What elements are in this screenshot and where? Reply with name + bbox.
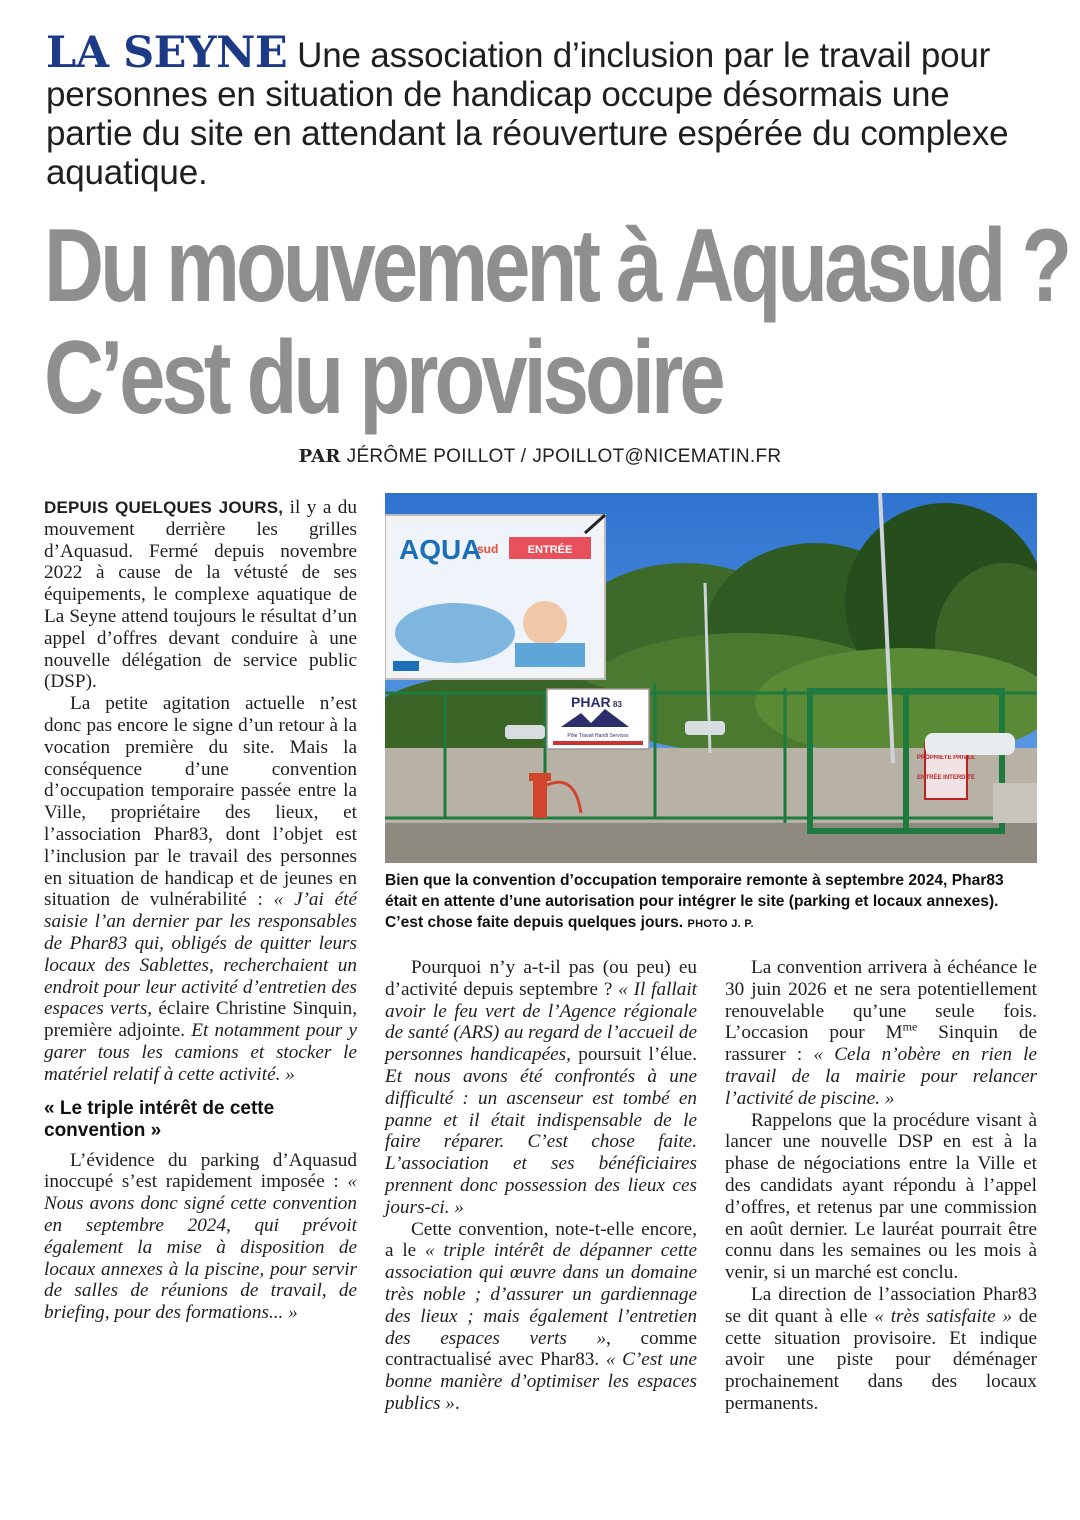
paragraph xyxy=(44,497,357,693)
byline-author: JÉRÔME POILLOT / xyxy=(346,446,527,467)
phar83-sign xyxy=(547,689,649,749)
aquasud-billboard xyxy=(385,515,605,679)
caption-text: Bien que la convention d’occupation temporaire remonte à septembre 2024, Phar83 était en attente d’une autorisation pour intégrer le site (parking et locaux annexes). C’est chose faite depuis quelques jours. xyxy=(385,872,1004,931)
photo-illustration xyxy=(385,493,1037,863)
article-photo xyxy=(385,493,1037,863)
paragraph-text: il y a du mouvement derrière les grilles d’Aquasud. Fermé depuis novembre 2022 à cause de la vétusté de ses équipements, le complexe aquatique de La Seyne attend toujours le résultat d’un appel d’offres devant conduire à une nouvelle délégation de service public (DSP). xyxy=(44,497,357,693)
billboard-logo-suffix: sud xyxy=(477,542,499,556)
article-kicker xyxy=(46,28,1036,192)
parked-car xyxy=(925,733,1015,755)
photo-credit: PHOTO J. P. xyxy=(687,918,754,930)
quote: « Il fallait avoir le feu vert de l’Agence régionale de santé (ARS) au regard de l’accueil de personnes handicapées, xyxy=(385,978,697,1066)
paragraph: Rappelons que la procédure visant à lancer une nouvelle DSP en est à la phase de négociations entre la Ville et des candidats ayant répondu à l’appel d’offres, et retenus par une commission en août dernier. Le lauréat pourrait être connu dans les semaines ou les mois à venir, si un marché est conclu. xyxy=(725,1109,1037,1284)
paragraph xyxy=(385,1219,697,1415)
paragraph-text: Sinquin de rassurer : xyxy=(725,1022,1037,1066)
quote: « J’ai été saisie l’an dernier par les responsables de Phar83 qui, obligés de quitter leurs locaux des Sablettes, recherchaient un endroit pour leur activité d’entretien des espaces verts, xyxy=(44,889,357,1020)
paragraph xyxy=(44,1150,357,1324)
phar-tagline: Pôle Travail Handi Services xyxy=(567,733,629,739)
article-column-3 xyxy=(725,957,1037,1415)
paragraph xyxy=(725,957,1037,1110)
quote: « Cela n’obère en rien le travail de la mairie pour relancer l’activité de piscine. » xyxy=(725,1044,1038,1109)
paragraph-text: éclaire Christine Sinquin, première adjointe. xyxy=(44,998,357,1042)
paragraph-text: L’évidence du parking d’Aquasud inoccupé s’est rapidement imposée : xyxy=(44,1149,357,1193)
phar-logo-suffix: 83 xyxy=(613,700,622,709)
paragraph-text: , comme contractualisé avec Phar83. xyxy=(385,1327,697,1371)
superscript: me xyxy=(902,1020,918,1034)
parked-car xyxy=(505,725,545,739)
parked-car xyxy=(685,721,725,735)
quote: « Nous avons donc signé cette convention en septembre 2024, qui prévoit également la mise à disposition de locaux annexes à la piscine, pour servir de salles de réunions de travail, de briefing, pour des formations... » xyxy=(44,1171,357,1324)
kicker-text: Une association d’inclusion par le travail pour personnes en situation de handicap occupe désormais une partie du site en attendant la réouverture espérée du complexe aquatique. xyxy=(46,36,1009,192)
lead-in: DEPUIS QUELQUES JOURS, xyxy=(44,498,284,517)
quote: Et notamment pour y garer tous les camions et stocker le matériel relatif à cette activité. » xyxy=(44,1020,357,1085)
paragraph-text: . xyxy=(454,1392,460,1414)
concrete-block xyxy=(993,783,1037,823)
paragraph xyxy=(385,957,697,1219)
paragraph-text: La petite agitation actuelle n’est donc pas encore le signe d’un retour à la vocation première du site. Mais la conséquence d’une convention d’occupation temporaire passée entre la Ville, propriétaire des lieux, et l’association Phar83, dont l’objet est l’inclusion par le travail des personnes en situation de handicap et de jeunes en situation de vulnérabilité : xyxy=(44,693,357,911)
subheading: « Le triple intérêt de cette convention » xyxy=(44,1097,275,1141)
billboard-logo: AQUA xyxy=(399,534,482,565)
quote: Et nous avons été confrontés à une difficulté : un ascenseur est tombé en panne et il était indispensable de le faire réparer. C’est chose faite. L’association et ses bénéficiaires prennent donc possession des lieux ces jours-ci. » xyxy=(385,1065,697,1218)
gate-sign-line-1: PROPRIÉTÉ PRIVÉE xyxy=(916,755,976,761)
paragraph-text: Pourquoi n’y a-t-il pas (ou peu) eu d’activité depuis septembre ? xyxy=(385,957,697,1000)
quote: « très satisfaite » xyxy=(874,1305,1013,1327)
article-headline xyxy=(44,208,1069,436)
location-label: LA SEYNE xyxy=(46,28,288,78)
phar-logo: PHAR xyxy=(571,694,611,710)
paragraph-text: La convention arrivera à échéance le 30 juin 2026 et ne sera potentiellement renouvelable qu’une seule fois. L’occasion pour M xyxy=(725,957,1037,1044)
article-column-1 xyxy=(44,497,357,1324)
paragraph-text: La direction de l’association Phar83 se dit quant à elle xyxy=(725,1283,1037,1327)
paragraph xyxy=(44,693,357,1085)
paragraph-text: poursuit l’élue. xyxy=(570,1044,697,1066)
headline-line-2: C’est du provisoire xyxy=(44,320,722,436)
byline xyxy=(0,446,1080,468)
article-column-2 xyxy=(385,957,697,1415)
byline-prefix: PAR xyxy=(298,446,341,467)
billboard-entry-sign: ENTRÉE xyxy=(527,544,573,556)
byline-email: JPOILLOT@NICEMATIN.FR xyxy=(532,446,782,467)
quote: « triple intérêt de dépanner cette association qui œuvre dans un domaine très noble ; d’assurer un gardiennage des lieux ; mais également l’entretien des espaces verts » xyxy=(385,1240,697,1349)
paragraph xyxy=(725,1284,1037,1415)
photo-caption xyxy=(385,870,1040,935)
paragraph-text: de cette situation provisoire. Et indique avoir une piste pour déménager prochainement dans des locaux permanents. xyxy=(725,1305,1037,1414)
headline-line-1: Du mouvement à Aquasud ? xyxy=(44,208,1069,324)
quote: « C’est une bonne manière d’optimiser les espaces publics » xyxy=(385,1349,697,1414)
paragraph-text: Cette convention, note-t-elle encore, a le xyxy=(385,1218,697,1262)
gate-sign-line-2: ENTRÉE INTERDITE xyxy=(917,775,975,781)
